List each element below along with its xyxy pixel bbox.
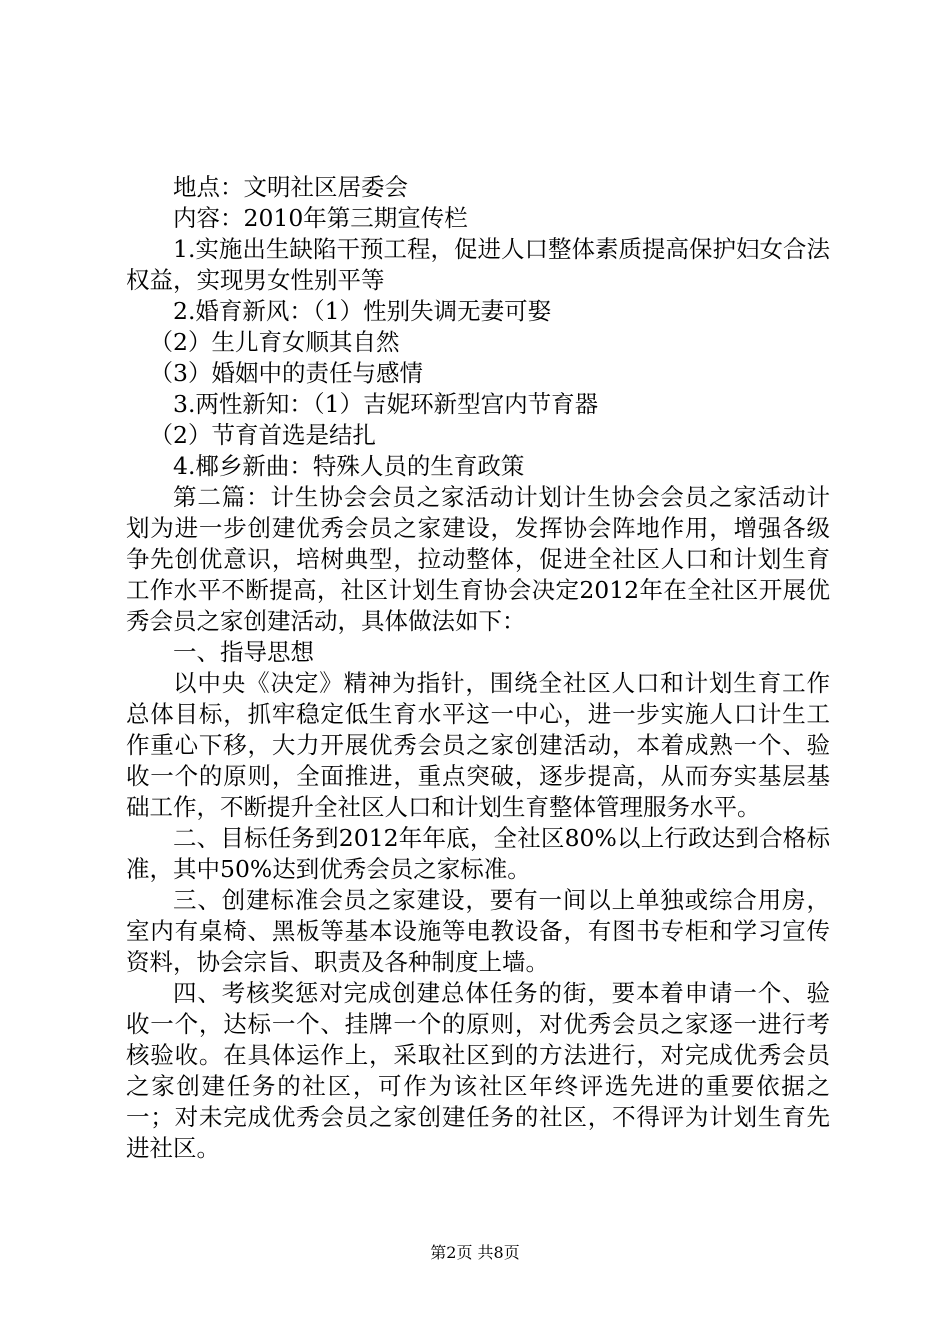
- paragraph-item-4: 4.椰乡新曲：特殊人员的生育政策: [173, 452, 525, 480]
- paragraph-guiding-thought: 以中央《决定》精神为指针，围绕全社区人口和计划生育工作总体目标，抓牢稳定低生育水平这一中心，进一步实施人口计生工作重心下移，大力开展优秀会员之家创建活动，本着成熟一个、验收一个的原则，全面推进，重点突破，逐步提高，从而夯实基层基础工作，不断提升全社区人口和计划生育整体管理服务水平。: [126, 669, 830, 821]
- paragraph-content: 内容：2010年第三期宣传栏: [173, 204, 468, 232]
- paragraph-item-3-sub-2: （2）节育首选是结扎: [149, 421, 376, 449]
- paragraph-location: 地点：文明社区居委会: [173, 173, 408, 201]
- paragraph-item-2-sub-2: （2）生儿育女顺其自然: [149, 328, 400, 356]
- paragraph-part-two-intro: 第二篇：计生协会会员之家活动计划计生协会会员之家活动计划为进一步创建优秀会员之家建设，发挥协会阵地作用，增强各级争先创优意识，培树典型，拉动整体，促进全社区人口和计划生育工作水平不断提高，社区计划生育协会决定2012年在全社区开展优秀会员之家创建活动，具体做法如下：: [126, 483, 830, 635]
- document-body: [126, 172, 830, 1164]
- paragraph-item-3: 3.两性新知：（1）吉妮环新型宫内节育器: [173, 390, 599, 418]
- paragraph-standards: 三、创建标准会员之家建设，要有一间以上单独或综合用房，室内有桌椅、黑板等基本设施等电教设备，有图书专柜和学习宣传资料，协会宗旨、职责及各种制度上墙。: [126, 886, 830, 976]
- paragraph-item-1: 1.实施出生缺陷干预工程，促进人口整体素质提高保护妇女合法权益，实现男女性别平等: [126, 235, 830, 294]
- page-number-footer: 第2页 共8页: [430, 1243, 520, 1262]
- paragraph-assessment: 四、考核奖惩对完成创建总体任务的街，要本着申请一个、验收一个，达标一个、挂牌一个的原则，对优秀会员之家逐一进行考核验收。在具体运作上，采取社区到的方法进行，对完成优秀会员之家创建任务的社区，可作为该社区年终评选先进的重要依据之一；对未完成优秀会员之家创建任务的社区，不得评为计划生育先进社区。: [126, 979, 830, 1162]
- paragraph-item-2-sub-3: （3）婚姻中的责任与感情: [149, 359, 423, 387]
- paragraph-item-2: 2.婚育新风：（1）性别失调无妻可娶: [173, 297, 552, 325]
- section-heading-guiding-thought: 一、指导思想: [173, 638, 314, 666]
- paragraph-targets: 二、目标任务到2012年年底，全社区80%以上行政达到合格标准，其中50%达到优秀会员之家标准。: [126, 824, 830, 883]
